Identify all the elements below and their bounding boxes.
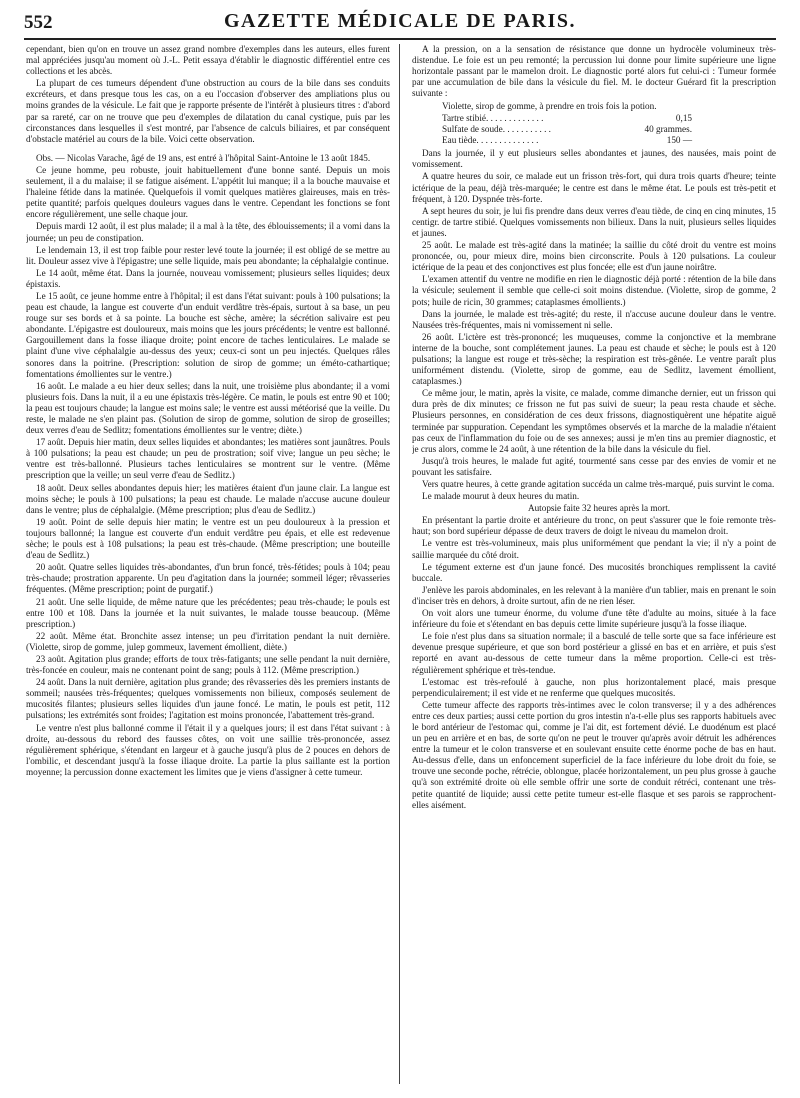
paragraph: J'enlève les parois abdominales, en les relevant à la manière d'un tablier, mais en prenant le soin d'inciser très en dehors, à droite surtout, afin de ne rien léser. bbox=[412, 584, 776, 606]
paragraph: Le malade mourut à deux heures du matin. bbox=[422, 491, 580, 502]
paragraph: A sept heures du soir, je lui fis prendre dans deux verres d'eau tiède, de cinq en cinq minutes, 15 centigr. de tartre stibié. Quelques vomissements non bilieux. Dans la nuit, plusieurs selles liquides et jaunes. bbox=[412, 205, 776, 238]
paragraph: 16 août. Le malade a eu hier deux selles; dans la nuit, une troisième plus abondante; il a vomi plusieurs fois. Dans la nuit, il a eu une épistaxis très-légère. Ce matin, le pouls est entre 90 et 100; la peau est toujours chaude; la langue est moins sale; le ventre est aussi météorisé que la veille. Du reste, le malade ne s'en plaint pas. (Solution de sirop de gomme, solution de sirop de groseilles; deux verres d'eau de Sedlitz; fomentations émollientes sur le ventre; diète.) bbox=[26, 380, 390, 436]
paragraph: Vers quatre heures, à cette grande agitation succéda un calme très-marqué, puis survint le coma. bbox=[422, 479, 775, 489]
right-column-text-before bbox=[412, 44, 776, 99]
paragraph: Le lendemain 13, il est trop faible pour rester levé toute la journée; il est obligé de se mettre au lit. Douleur assez vive à l'épigastre; une selle liquide, mais peu abondante; la céphalalgie continue. bbox=[26, 244, 390, 266]
prescription-item: Eau tiède. . . . . . . . . . . . . . bbox=[442, 135, 539, 146]
paragraph: Le 14 août, même état. Dans la journée, nouveau vomissement; plusieurs selles liquides; deux épistaxis. bbox=[26, 267, 390, 289]
left-column bbox=[26, 44, 390, 1092]
paragraph: Le tégument externe est d'un jaune foncé. Des mucosités bronchiques remplissent la cavité buccale. bbox=[412, 561, 776, 583]
paragraph: 24 août. Dans la nuit dernière, agitation plus grande; des rêvasseries dès les premiers instants de sommeil; nausées très-fréquentes; quelques vomissements non bilieux, composés seulement de mucosités filantes; plusieurs selles liquides d'un jaune foncé. Le matin, le pouls est petit, 112 pulsations; les extrémités sont froides; l'agitation est moins prononcée, l'abattement très-grand. bbox=[26, 677, 390, 721]
paragraph: Depuis mardi 12 août, il est plus malade; il a mal à la tête, des éblouissements; il a vomi dans la journée; un peu de constipation. bbox=[26, 221, 390, 243]
prescription-row bbox=[442, 124, 692, 135]
paragraph: L'estomac est très-refoulé à gauche, non plus horizontalement placé, mais presque perpendiculairement; il est vide et ne renferme que quelques mucosités. bbox=[412, 676, 776, 698]
paragraph: cependant, bien qu'on en trouve un assez grand nombre d'exemples dans les auteurs, elles furent mal appréciées jusqu'au moment où J.-L. Petit essaya d'établir le diagnostic différentiel entre ces collections et les abcès. bbox=[26, 44, 390, 77]
paragraph: Ce jeune homme, peu robuste, jouit habituellement d'une bonne santé. Depuis un mois seulement, il a du malaise; il se fatigue aisément. L'appétit lui manque; il a la bouche mauvaise et l'haleine fétide dans la matinée. Quelquefois il vomit quelques matières glaireuses, mais en très-petite quantité; parfois quelques douleurs vagues dans le ventre. Cependant les fonctions se font encore régulièrement, une selle chaque jour. bbox=[26, 164, 390, 220]
paragraph: Dans la journée, il y eut plusieurs selles abondantes et jaunes, des nausées, mais point de vomissement. bbox=[412, 148, 776, 170]
right-column bbox=[412, 44, 776, 1092]
prescription-item: Sulfate de soude. . . . . . . . . . . bbox=[442, 123, 551, 134]
prescription-qty: 150 — bbox=[666, 135, 692, 146]
prescription-table bbox=[442, 101, 692, 146]
page-header bbox=[24, 10, 776, 36]
paragraph: La plupart de ces tumeurs dépendent d'une obstruction au cours de la bile dans ses conduits excréteurs, et dans presque tous les cas, on a eu l'occasion d'observer des ampliations plus ou moins grandes de la vésicule. Le fait que je rapporte présente de l'intérêt à plusieurs titres : d'abord par sa rareté, car on ne trouve que peu d'exemples de dilatation du canal cystique, puis par les circonstances dans lesquelles il s'est montré, par l'absence de calculs biliaires, et par conséquent d'obstacle matériel au cours de la bile. Voici cette observation. bbox=[26, 78, 390, 144]
paragraph: Le ventre n'est plus ballonné comme il l'était il y a quelques jours; il est dans l'état suivant : à droite, au-dessous du rebord des fausses côtes, on voit une saillie très-prononcée, assez régulièrement sphérique, s'étendant en largeur et à gauche jusqu'à plus de 2 pouces en dehors de l'ombilic, et descendant jusqu'à la fosse iliaque droite. La partie la plus saillante est la portion moyenne; la percussion donne exactement les limites que je viens d'assigner à cette tumeur. bbox=[26, 722, 390, 777]
paragraph: 18 août. Deux selles abondantes depuis hier; les matières étaient d'un jaune clair. La langue est moins sèche; le pouls à 100 pulsations; la peau est chaude. Le malade n'accuse aucune douleur dans le ventre; plus de céphalalgie. (Même prescription; plus d'eau de Sedlitz.) bbox=[26, 482, 390, 515]
prescription-qty: 40 grammes. bbox=[644, 123, 692, 134]
paragraph: Autopsie faite 32 heures après la mort. bbox=[527, 503, 671, 514]
paragraph: On voit alors une tumeur énorme, du volume d'une tête d'adulte au moins, située à la face inférieure du foie et s'étendant en bas depuis cette limite supérieure jusqu'à la fosse iliaque. bbox=[412, 608, 776, 630]
paragraph: A quatre heures du soir, ce malade eut un frisson très-fort, qui dura trois quarts d'heure; teinte ictérique de la peau, déjà très-marquée; le centre est dans le même état. Le pouls est très-petit et fréquent, à 120. Dyspnée très-forte. bbox=[412, 171, 776, 204]
paragraph: 25 août. Le malade est très-agité dans la matinée; la saillie du côté droit du ventre est moins prononcée, ou, pour mieux dire, moins bien circonscrite. Pouls à 120 pulsations. La couleur ictérique de la peau et des conjonctives est plus foncée; elle est d'un jaune noirâtre. bbox=[412, 240, 776, 273]
paragraph: Dans la journée, le malade est très-agité; du reste, il n'accuse aucune douleur dans le ventre. Nausées très-fréquentes, mais ni vomissement ni selle. bbox=[412, 308, 776, 330]
paragraph: 17 août. Depuis hier matin, deux selles liquides et abondantes; les matières sont jaunâtres. Pouls à 100 pulsations; la peau est chaude; un peu de prostration; soif vive; langue un peu sèche; le ventre est très-ballonné. Plusieurs taches lenticulaires se montrent sur le ventre. (Même prescription que la veille; un seul verre d'eau de Sedlitz.) bbox=[26, 437, 390, 481]
paragraph: Obs. — Nicolas Varache, âgé de 19 ans, est entré à l'hôpital Saint-Antoine le 13 août 1845. bbox=[36, 152, 371, 163]
prescription-row bbox=[442, 113, 692, 124]
prescription-item: Tartre stibié. . . . . . . . . . . . . bbox=[442, 112, 544, 123]
column-divider bbox=[399, 44, 400, 1084]
page-number: 552 bbox=[24, 12, 53, 33]
right-column-text-after bbox=[412, 148, 776, 810]
paragraph: En présentant la partie droite et antérieure du tronc, on peut s'assurer que le foie remonte très-haut; son bord supérieur dépasse de deux travers de doigt le niveau du mamelon droit. bbox=[412, 515, 776, 537]
paragraph: 22 août. Même état. Bronchite assez intense; un peu d'irritation pendant la nuit dernière. (Violette, sirop de gomme, julep gommeux, lavement émollient, diète.) bbox=[26, 630, 390, 652]
header-rule bbox=[24, 38, 776, 40]
paragraph: 21 août. Une selle liquide, de même nature que les précédentes; peau très-chaude; le pouls est entre 100 et 108. Dans la journée et la nuit suivantes, le malade tousse beaucoup. (Même prescription.) bbox=[26, 596, 390, 629]
prescription-qty: 0,15 bbox=[675, 112, 692, 123]
paragraph: Le foie n'est plus dans sa situation normale; il a basculé de telle sorte que sa face inférieure est devenue presque supérieure, et que son bord postérieur a glissé en bas et en arrière, et puis s'est reporté en avant au-dessous de cette tumeur dans la même proportion. Celle-ci est très-régulièrement sphérique et très-tendue. bbox=[412, 631, 776, 675]
paragraph: Cette tumeur affecte des rapports très-intimes avec le colon transverse; il y a des adhérences entre ces deux parties; aussi cette portion du gros intestin n'a-t-elle plus ses rapports habituels avec le bord antérieur de l'estomac qui, comme je l'ai dit, est fortement dévié. Le duodénum est placé un peu en arrière et en bas, de sorte qu'on ne peut le trouver qu'après avoir détruit les adhérences entre la tumeur et le colon transverse et en soulevant ensuite cette énorme poche de bas en haut. Au-dessus d'elle, dans un enfoncement superficiel de la face inférieure du lobe droit du foie, se trouve une seconde poche, rétrécie, oblongue, placée horizontalement, un peu plus grosse à gauche qu'à son extrémité droite où elle semble offrir une sorte de conduit rétréci, contenant une très-petite quantité de liquide; aussi cette petite tumeur est-elle flasque et ses parois se rapprochent-elles aisément. bbox=[412, 699, 776, 810]
paragraph: Jusqu'à trois heures, le malade fut agité, tourmenté sans cesse par des envies de vomir et ne pouvant les satisfaire. bbox=[412, 455, 776, 477]
paragraph: Le ventre est très-volumineux, mais plus uniformément que pendant la vie; il n'y a point de saillie marquée du côté droit. bbox=[412, 538, 776, 560]
paragraph: 23 août. Agitation plus grande; efforts de toux très-fatigants; une selle pendant la nuit dernière, très-foncée en couleur, mais ne contenant point de sang; pouls à 112. (Même prescription.) bbox=[26, 653, 390, 676]
paragraph: 26 août. L'ictère est très-prononcé; les muqueuses, comme la conjonctive et la membrane interne de la bouche, sont complétement jaunes. La peau est chaude et sèche; le pouls est à 120 pulsations; la langue est rouge et très-sèche; la respiration est très-gênée. Le ventre paraît plus uniformément distendu. (Violette, sirop de gomme, eau de Sedlitz, lavement émollient, cataplasmes.) bbox=[412, 331, 776, 387]
paragraph: 20 août. Quatre selles liquides très-abondantes, d'un brun foncé, très-fétides; pouls à 104; peau très-chaude; prostration apparente. Un peu d'agitation dans la journée; sommeil léger; rêvasseries fréquentes. (Même prescription; point de purgatif.) bbox=[26, 562, 390, 595]
paragraph: L'examen attentif du ventre ne modifie en rien le diagnostic déjà porté : rétention de la bile dans la vésicule; seulement il semble que celle-ci soit moins distendue. (Violette, sirop de gomme, 2 pots; huile de ricin, 30 grammes; cataplasmes émollients.) bbox=[412, 274, 776, 307]
prescription-row bbox=[442, 135, 692, 146]
paragraph: A la pression, on a la sensation de résistance que donne un hydrocèle volumineux très-distendue. Le foie est un peu remonté; la percussion lui donne pour limite supérieure une ligne horizontale passant par le mamelon droit. Le diagnostic porté alors fut celui-ci : Tumeur formée par une accumulation de bile dans la vésicule du fiel. M. le docteur Guérard fit la prescription suivante : bbox=[412, 44, 776, 99]
prescription-first-line: Violette, sirop de gomme, à prendre en trois fois la potion. bbox=[442, 101, 657, 112]
journal-title: GAZETTE MÉDICALE DE PARIS. bbox=[223, 10, 577, 32]
paragraph: Le 15 août, ce jeune homme entre à l'hôpital; il est dans l'état suivant: pouls à 100 pulsations; la peau est chaude, la langue est couverte d'un enduit verdâtre très-épais, surtout à sa base, un peu rouge sur ses bords et à sa pointe. La bouche est sèche, amère; la sécrétion salivaire est peu abondante. L'épigastre est douloureux, mais moins que les jours précédents; le ventre est ballonné. Gargouillement dans la fosse iliaque droite; point encore de taches lenticulaires. Le malade se plaint d'une vive céphalalgie au-dessus des yeux; ceux-ci sont un peu injectés. Quelques râles sonores dans la poitrine. (Prescription: solution de sirop de gomme; un éméto-cathartique; fomentations émollientes sur le ventre.) bbox=[26, 290, 390, 379]
paragraph: 19 août. Point de selle depuis hier matin; le ventre est un peu douloureux à la pression et toujours ballonné; la langue est couverte d'un enduit verdâtre peu épais, et elle est redevenue sèche; le pouls est à 108 pulsations; la peau est très-chaude. (Même prescription; une bouteille d'eau de Sedlitz.) bbox=[26, 516, 390, 561]
paragraph: Ce même jour, le matin, après la visite, ce malade, comme dimanche dernier, eut un frisson qui dura près de dix minutes; ce frisson ne fut pas suivi de sueur; la peau resta chaude et sèche. Plusieurs personnes, en considération de ces deux frissons, diagnostiquèrent une hépatite aiguë terminée par suppuration. Cependant les symptômes observés et la marche de la maladie n'étaient pas ceux de l'inflammation du foie ou de ses annexes; aussi je m'en tins au premier diagnostic, et je crus alors, comme le 24 août, à une rétention de la bile dans la vésicule du fiel. bbox=[412, 388, 776, 454]
